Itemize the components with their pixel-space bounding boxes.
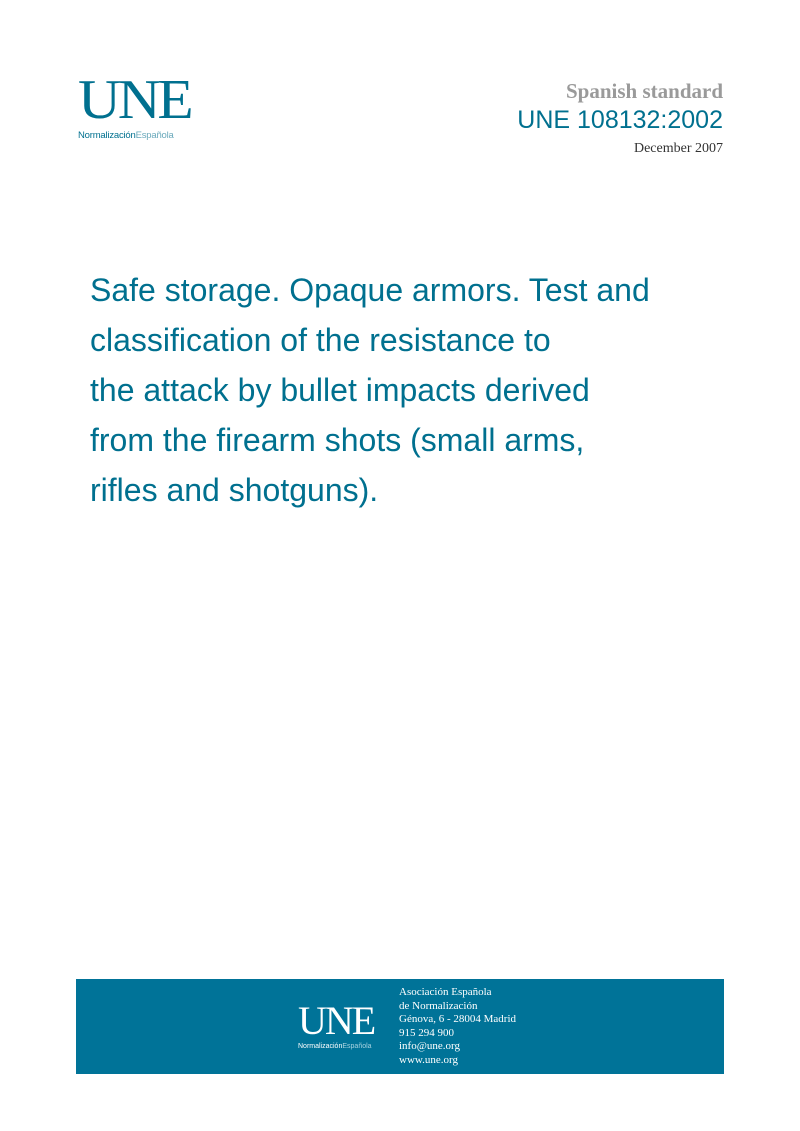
footer-logo-mark: UNE bbox=[298, 998, 375, 1043]
logo-subtitle bbox=[78, 130, 208, 141]
footer-logo-subtitle-primary: Normalización bbox=[298, 1043, 343, 1050]
logo-mark: UNE bbox=[78, 69, 191, 131]
logo-subtitle-accent: Española bbox=[135, 130, 174, 141]
footer-email: info@une.org bbox=[399, 1040, 460, 1053]
title-line: the attack by bullet impacts derived bbox=[90, 372, 590, 408]
standard-code: UNE 108132:2002 bbox=[517, 106, 723, 134]
footer-logo bbox=[298, 998, 375, 1050]
footer-org-name-2: de Normalización bbox=[399, 999, 478, 1012]
logo-subtitle-primary: Normalización bbox=[78, 130, 136, 141]
footer-banner bbox=[76, 979, 724, 1074]
title-line: from the firearm shots (small arms, bbox=[90, 422, 585, 458]
footer-address: Génova, 6 - 28004 Madrid bbox=[399, 1013, 517, 1026]
footer-logo-subtitle-accent: Española bbox=[342, 1043, 372, 1050]
footer-website: www.une.org bbox=[399, 1053, 458, 1066]
footer-org-name: Asociación Española bbox=[399, 986, 492, 998]
standard-date: December 2007 bbox=[633, 141, 723, 156]
title-line: classification of the resistance to bbox=[90, 322, 551, 358]
standard-kind: Spanish standard bbox=[566, 79, 723, 103]
footer-logo-subtitle bbox=[298, 1043, 374, 1050]
footer-contact bbox=[399, 986, 516, 1068]
une-logo bbox=[78, 69, 208, 141]
title-line: rifles and shotguns). bbox=[90, 472, 379, 508]
footer-phone: 915 294 900 bbox=[399, 1026, 454, 1039]
title-line: Safe storage. Opaque armors. Test and bbox=[90, 272, 650, 308]
standard-header bbox=[517, 78, 723, 160]
document-title bbox=[90, 265, 730, 515]
